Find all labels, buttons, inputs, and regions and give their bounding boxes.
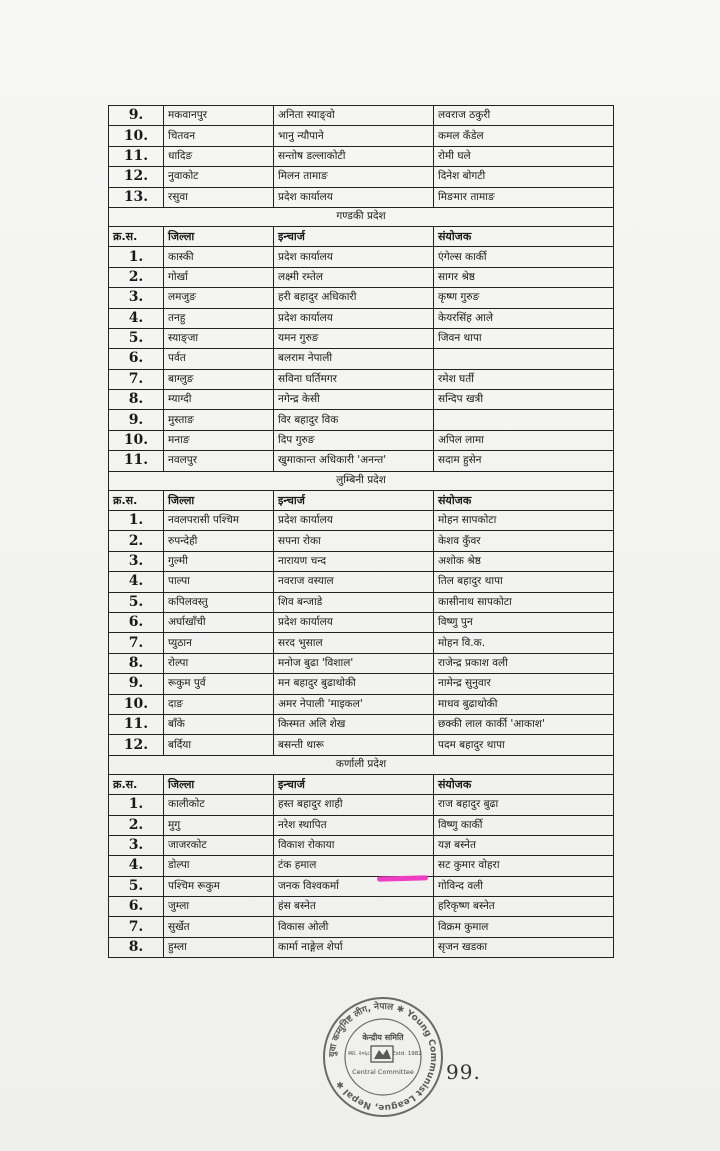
header-incharge: इन्चार्ज — [274, 226, 434, 246]
serial-number: 9. — [109, 674, 164, 694]
district-name: कालीकोट — [164, 795, 274, 815]
incharge-name: नरेश स्थापित — [274, 815, 434, 835]
district-name: बर्दिया — [164, 735, 274, 755]
coordinator-name: जिवन थापा — [434, 328, 614, 348]
table-row — [109, 106, 614, 126]
serial-number: 7. — [109, 917, 164, 937]
province-heading-row — [109, 755, 614, 774]
incharge-name: प्रदेश कार्यालय — [274, 511, 434, 531]
header-serial: क्र.स. — [109, 490, 164, 510]
incharge-name: यमन गुरुङ — [274, 328, 434, 348]
serial-number: 7. — [109, 369, 164, 389]
incharge-name: लक्ष्मी रम्तेल — [274, 267, 434, 287]
coordinator-name: राज बहादुर बुढा — [434, 795, 614, 815]
table-row — [109, 674, 614, 694]
coordinator-name: रोमी घले — [434, 146, 614, 166]
coordinator-name: कृष्ण गुरुङ — [434, 288, 614, 308]
column-header-row — [109, 490, 614, 510]
serial-number: 6. — [109, 349, 164, 369]
coordinator-name: तिल बहादुर थापा — [434, 572, 614, 592]
serial-number: 3. — [109, 551, 164, 571]
incharge-name: विकास ओली — [274, 917, 434, 937]
district-name: प्युठान — [164, 633, 274, 653]
district-name: नुवाकोट — [164, 167, 274, 187]
coordinator-name: सागर श्रेष्ठ — [434, 267, 614, 287]
district-name: म्याग्दी — [164, 390, 274, 410]
serial-number: 6. — [109, 897, 164, 917]
table-row — [109, 369, 614, 389]
table-row — [109, 511, 614, 531]
incharge-name: किस्मत अलि शेख — [274, 714, 434, 734]
serial-number: 4. — [109, 308, 164, 328]
serial-number: 3. — [109, 835, 164, 855]
district-name: मनाङ — [164, 430, 274, 450]
table-row — [109, 612, 614, 632]
incharge-name: कार्मा नाङ्गेल शेर्पा — [274, 937, 434, 957]
incharge-name: सन्तोष डल्लाकोटी — [274, 146, 434, 166]
province-title: गण्डकी प्रदेश — [109, 207, 614, 226]
serial-number: 10. — [109, 430, 164, 450]
table-row — [109, 815, 614, 835]
coordinator-name: अपिल लामा — [434, 430, 614, 450]
header-serial: क्र.स. — [109, 774, 164, 794]
coordinator-name: रमेश घर्ती — [434, 369, 614, 389]
district-name: गुल्मी — [164, 551, 274, 571]
handwritten-page-number: 99. — [446, 1060, 481, 1084]
coordinator-name: सदाम हुसेन — [434, 451, 614, 471]
table-row — [109, 390, 614, 410]
district-name: चितवन — [164, 126, 274, 146]
district-name: पर्वत — [164, 349, 274, 369]
serial-number: 8. — [109, 653, 164, 673]
district-name: रसुवा — [164, 187, 274, 207]
coordinator-name: यज्ञ बस्नेत — [434, 835, 614, 855]
district-name: बाग्लुङ — [164, 369, 274, 389]
coordinator-name: राजेन्द्र प्रकाश वली — [434, 653, 614, 673]
coordinator-name: मोहन सापकोटा — [434, 511, 614, 531]
district-name: नवलपुर — [164, 451, 274, 471]
district-name: पश्चिम रूकुम — [164, 876, 274, 896]
district-roster-table — [108, 105, 614, 958]
header-district: जिल्ला — [164, 226, 274, 246]
serial-number: 11. — [109, 714, 164, 734]
coordinator-name: विक्रम कुमाल — [434, 917, 614, 937]
incharge-name: दिप गुरुङ — [274, 430, 434, 450]
district-name: धादिङ — [164, 146, 274, 166]
header-district: जिल्ला — [164, 490, 274, 510]
header-incharge: इन्चार्ज — [274, 774, 434, 794]
table-row — [109, 308, 614, 328]
serial-number: 1. — [109, 511, 164, 531]
serial-number: 2. — [109, 815, 164, 835]
column-header-row — [109, 226, 614, 246]
incharge-name: प्रदेश कार्यालय — [274, 247, 434, 267]
table-row — [109, 247, 614, 267]
district-name: दाङ — [164, 694, 274, 714]
table-row — [109, 572, 614, 592]
serial-number: 1. — [109, 795, 164, 815]
incharge-name: हरी बहादुर अधिकारी — [274, 288, 434, 308]
organization-seal — [321, 995, 445, 1119]
incharge-name: नगेन्द्र केसी — [274, 390, 434, 410]
incharge-name: प्रदेश कार्यालय — [274, 612, 434, 632]
serial-number: 13. — [109, 187, 164, 207]
coordinator-name: पदम बहादुर थापा — [434, 735, 614, 755]
incharge-name: प्रदेश कार्यालय — [274, 187, 434, 207]
serial-number: 6. — [109, 612, 164, 632]
coordinator-name: सृजन खडका — [434, 937, 614, 957]
serial-number: 8. — [109, 937, 164, 957]
table-row — [109, 187, 614, 207]
coordinator-name: अशोक श्रेष्ठ — [434, 551, 614, 571]
district-name: तनहु — [164, 308, 274, 328]
district-name: मकवानपुर — [164, 106, 274, 126]
table-row — [109, 917, 614, 937]
serial-number: 9. — [109, 410, 164, 430]
province-heading-row — [109, 207, 614, 226]
serial-number: 11. — [109, 146, 164, 166]
coordinator-name: गोविन्द वली — [434, 876, 614, 896]
coordinator-name: कासीनाथ सापकोटा — [434, 592, 614, 612]
province-title: लुम्बिनी प्रदेश — [109, 471, 614, 490]
coordinator-name: मोहन वि.क. — [434, 633, 614, 653]
incharge-name: प्रदेश कार्यालय — [274, 308, 434, 328]
incharge-name: अनिता स्याङ्वो — [274, 106, 434, 126]
table-row — [109, 146, 614, 166]
coordinator-name: छक्की लाल कार्की 'आकाश' — [434, 714, 614, 734]
header-coordinator: संयोजक — [434, 490, 614, 510]
incharge-name: खुमाकान्त अधिकारी 'अनन्त' — [274, 451, 434, 471]
table-row — [109, 126, 614, 146]
incharge-name: हस्त बहादुर शाही — [274, 795, 434, 815]
district-name: कास्की — [164, 247, 274, 267]
header-coordinator: संयोजक — [434, 226, 614, 246]
serial-number: 8. — [109, 390, 164, 410]
district-name: स्याङ्जा — [164, 328, 274, 348]
district-name: रुपन्देही — [164, 531, 274, 551]
seal-estd-en: Estd. 1982 — [392, 1051, 422, 1057]
header-serial: क्र.स. — [109, 226, 164, 246]
incharge-name: बसन्ती थारू — [274, 735, 434, 755]
incharge-name: शिव बन्जाडे — [274, 592, 434, 612]
serial-number: 1. — [109, 247, 164, 267]
table-row — [109, 430, 614, 450]
incharge-name: भानु न्यौपाने — [274, 126, 434, 146]
serial-number: 11. — [109, 451, 164, 471]
table-row — [109, 551, 614, 571]
seal-estd-np: स्था. २०६८ — [348, 1051, 370, 1057]
table-row — [109, 856, 614, 876]
incharge-name: विर बहादुर विक — [274, 410, 434, 430]
district-name: जुम्ला — [164, 897, 274, 917]
table-row — [109, 835, 614, 855]
coordinator-name: मिङमार तामाङ — [434, 187, 614, 207]
coordinator-name: विष्णु पुन — [434, 612, 614, 632]
district-name: बाँके — [164, 714, 274, 734]
serial-number: 3. — [109, 288, 164, 308]
header-district: जिल्ला — [164, 774, 274, 794]
incharge-name: मन बहादुर बुढाथोकी — [274, 674, 434, 694]
table-row — [109, 328, 614, 348]
district-name: डोल्पा — [164, 856, 274, 876]
district-name: जाजरकोट — [164, 835, 274, 855]
incharge-name: मिलन तामाङ — [274, 167, 434, 187]
district-name: पाल्पा — [164, 572, 274, 592]
table-row — [109, 633, 614, 653]
incharge-name: अमर नेपाली 'माइकल' — [274, 694, 434, 714]
coordinator-name: दिनेश बोगटी — [434, 167, 614, 187]
table-row — [109, 735, 614, 755]
table-row — [109, 714, 614, 734]
incharge-name: टंक हमाल — [274, 856, 434, 876]
serial-number: 5. — [109, 592, 164, 612]
coordinator-name — [434, 410, 614, 430]
table-row — [109, 653, 614, 673]
coordinator-name: एंगेल्स कार्की — [434, 247, 614, 267]
coordinator-name: नामेन्द्र सुनुवार — [434, 674, 614, 694]
seal-center-top: केन्द्रीय समिति — [362, 1033, 404, 1042]
district-name: मुस्ताङ — [164, 410, 274, 430]
serial-number: 10. — [109, 694, 164, 714]
coordinator-name: केयरसिंह आले — [434, 308, 614, 328]
table-row — [109, 349, 614, 369]
incharge-name: हंस बस्नेत — [274, 897, 434, 917]
serial-number: 7. — [109, 633, 164, 653]
table-row — [109, 267, 614, 287]
incharge-name: जनक विश्वकर्मा — [274, 876, 434, 896]
serial-number: 10. — [109, 126, 164, 146]
table-row — [109, 167, 614, 187]
header-coordinator: संयोजक — [434, 774, 614, 794]
serial-number: 4. — [109, 856, 164, 876]
serial-number: 2. — [109, 531, 164, 551]
table-row — [109, 531, 614, 551]
incharge-name: नवराज वस्याल — [274, 572, 434, 592]
district-name: रोल्पा — [164, 653, 274, 673]
coordinator-name — [434, 349, 614, 369]
seal-ring-text: युवा कम्युनिष्ट लीग, नेपाल ✱ Young Communist League, Nepal ✱ — [327, 1001, 439, 1113]
district-name: कपिलवस्तु — [164, 592, 274, 612]
table-row — [109, 897, 614, 917]
seal-center-bottom: Central Committee — [352, 1068, 414, 1076]
district-name: हुम्ला — [164, 937, 274, 957]
coordinator-name: लवराज ठकुरी — [434, 106, 614, 126]
coordinator-name: विष्णु कार्की — [434, 815, 614, 835]
district-name: नवलपरासी पश्चिम — [164, 511, 274, 531]
serial-number: 12. — [109, 735, 164, 755]
table-row — [109, 592, 614, 612]
table-row — [109, 795, 614, 815]
province-heading-row — [109, 471, 614, 490]
serial-number: 9. — [109, 106, 164, 126]
coordinator-name: सट कुमार वोहरा — [434, 856, 614, 876]
table-row — [109, 451, 614, 471]
header-incharge: इन्चार्ज — [274, 490, 434, 510]
incharge-name: विकाश रोकाया — [274, 835, 434, 855]
district-name: मुगु — [164, 815, 274, 835]
serial-number: 2. — [109, 267, 164, 287]
serial-number: 4. — [109, 572, 164, 592]
table-row — [109, 410, 614, 430]
district-name: लमजुङ — [164, 288, 274, 308]
province-title: कर्णाली प्रदेश — [109, 755, 614, 774]
coordinator-name: कमल कँडेल — [434, 126, 614, 146]
district-name: रूकुम पुर्व — [164, 674, 274, 694]
district-name: सुर्खेत — [164, 917, 274, 937]
table-row — [109, 937, 614, 957]
coordinator-name: सन्दिप खत्री — [434, 390, 614, 410]
coordinator-name: माधव बुढाथोकी — [434, 694, 614, 714]
incharge-name: बलराम नेपाली — [274, 349, 434, 369]
serial-number: 12. — [109, 167, 164, 187]
table-row — [109, 876, 614, 896]
incharge-name: सरद भुसाल — [274, 633, 434, 653]
table-row — [109, 288, 614, 308]
incharge-name: सपना रोका — [274, 531, 434, 551]
column-header-row — [109, 774, 614, 794]
district-name: गोर्खा — [164, 267, 274, 287]
coordinator-name: हरिकृष्ण बस्नेत — [434, 897, 614, 917]
coordinator-name: केशव कुँवर — [434, 531, 614, 551]
incharge-name: मनोज बुढा 'विशाल' — [274, 653, 434, 673]
incharge-name: नारायण चन्द — [274, 551, 434, 571]
incharge-name: सविना घर्तिमगर — [274, 369, 434, 389]
district-name: अर्घाखाँची — [164, 612, 274, 632]
serial-number: 5. — [109, 876, 164, 896]
serial-number: 5. — [109, 328, 164, 348]
table-row — [109, 694, 614, 714]
